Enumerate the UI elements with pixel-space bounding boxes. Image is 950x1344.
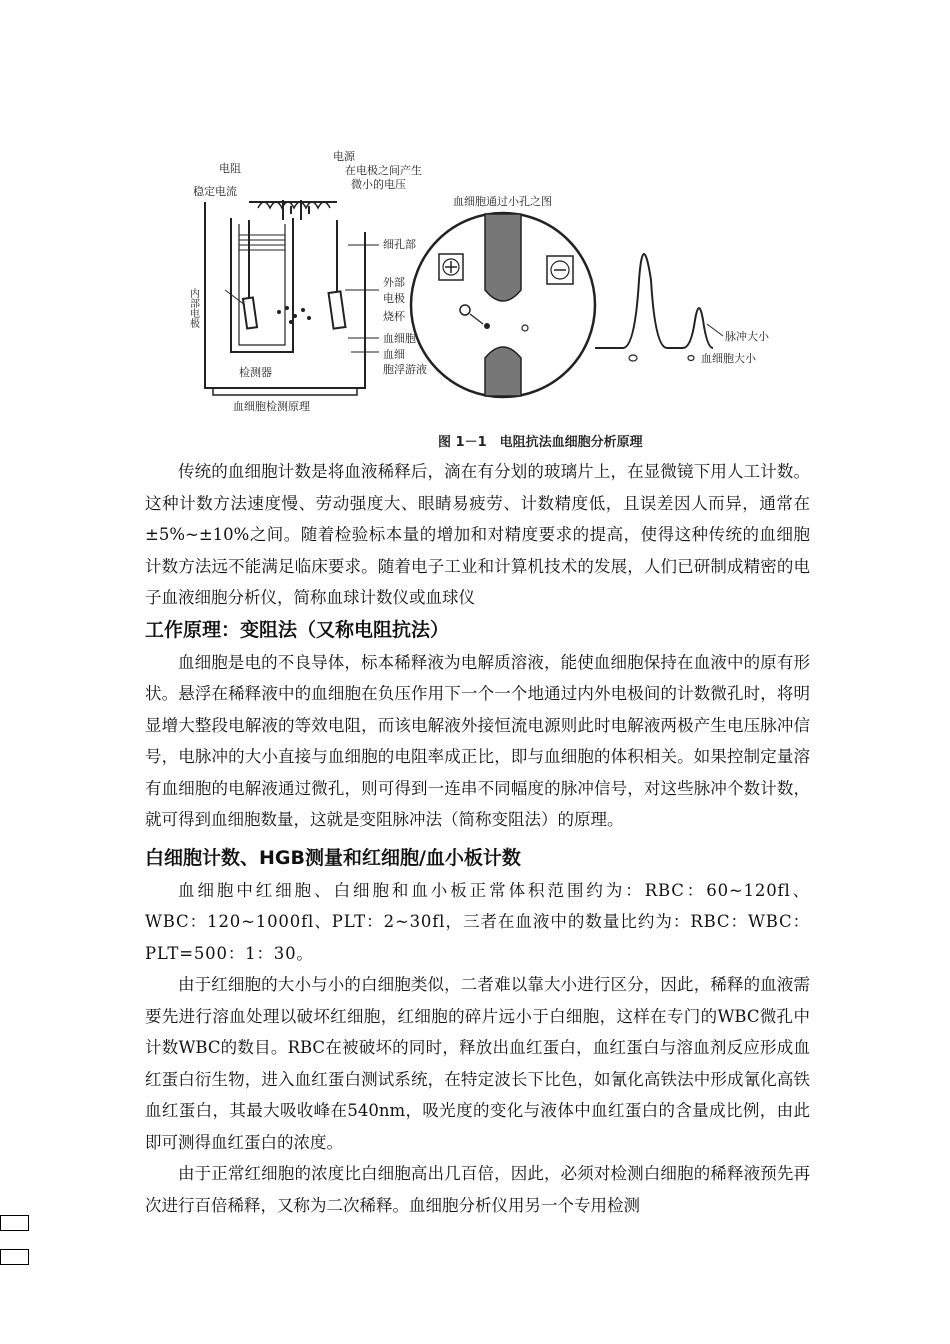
svg-text:脉冲大小: 脉冲大小: [725, 330, 769, 343]
heading-wbc-hgb-rbc-plt: 白细胞计数、HGB测量和红细胞/血小板计数: [145, 846, 521, 869]
svg-text:检测器: 检测器: [239, 366, 272, 379]
paragraph-hemolysis: 由于红细胞的大小与小的白细胞类似，二者难以靠大小进行区分，因此，稀释的血液需要先进行溶血处理以破坏红细胞，红细胞的碎片远小于白细胞，这样在专门的WBC微孔中计数WBC的数目。RBC在被破坏的同时，释放出血红蛋白，血红蛋白与溶血剂反应形成血红蛋白衍生物，进入血红蛋白测试系统，在特定波长下比色，如氰化高铁法中形成氰化高铁血红蛋白，其最大吸收峰在540nm，吸光度的变化与液体中血红蛋白的含量成比例，由此即可测得血红蛋白的浓度。: [145, 975, 810, 1152]
svg-text:电阻: 电阻: [219, 162, 241, 175]
svg-text:血细胞检测原理: 血细胞检测原理: [233, 400, 310, 413]
svg-text:血细胞大小: 血细胞大小: [701, 352, 756, 365]
svg-text:稳定电流: 稳定电流: [193, 185, 237, 198]
svg-text:血细胞通过小孔之图: 血细胞通过小孔之图: [453, 195, 552, 208]
paragraph-impedance-method: 血细胞是电的不良导体，标本稀释液为电解质溶液，能使血细胞保持在血液中的原有形状。悬浮在稀释液中的血细胞在负压作用下一个一个地通过内外电极间的计数微孔时，将明显增大整段电解液的等效电阻，而该电解液外接恒流电源则此时电解液两极产生电压脉冲信号，电脉冲的大小直接与血细胞的电阻率成正比，即与血细胞的体积相关。如果控制定量溶有血细胞的电解液通过微孔，则可得到一连串不同幅度的脉冲信号，对这些脉冲个数计数，就可得到血细胞数量，这就是变阻脉冲法（简称变阻法）的原理。: [145, 652, 810, 829]
svg-text:胞浮游液: 胞浮游液: [383, 363, 427, 376]
paragraph-traditional-counting: 传统的血细胞计数是将血液稀释后，滴在有分划的玻璃片上，在显微镜下用人工计数。这种计数方法速度慢、劳动强度大、眼睛易疲劳、计数精度低，且误差因人而异，通常在±5%~±10%之间。随着检验标本量的增加和对精度要求的提高，使得这种传统的血细胞计数方法远不能满足临床要求。随着电子工业和计算机技术的发展，人们已研制成精密的电子血液细胞分析仪，简称血球计数仪或血球仪: [145, 462, 810, 607]
paragraph-secondary-dilution: 由于正常红细胞的浓度比白细胞高出几百倍，因此，必须对检测白细胞的稀释液预先再次进行百倍稀释，又称为二次稀释。血细胞分析仪用另一个专用检测: [145, 1164, 810, 1215]
pulse-diagram: [595, 254, 770, 365]
svg-text:内部电极: 内部电极: [187, 288, 199, 328]
heading-working-principle: 工作原理：变阻法（又称电阻抗法）: [145, 618, 450, 641]
figure-caption: 图 1－1 电阻抗法血细胞分析原理: [438, 435, 643, 450]
svg-text:外部: 外部: [383, 276, 405, 289]
apparatus-diagram: [205, 200, 379, 395]
aperture-diagram: [411, 194, 595, 397]
apparatus-labels: [188, 149, 428, 413]
svg-text:电极: 电极: [383, 292, 405, 305]
svg-text:烧杯: 烧杯: [383, 310, 405, 323]
paragraph-volume-ranges: 血细胞中红细胞、白细胞和血小板正常体积范围约为：RBC：60~120fl、WBC：120~1000fl、PLT：2~30fl，三者在血液中的数量比约为：RBC：WBC：PLT=500：1：30。: [145, 880, 810, 963]
svg-text:微小的电压: 微小的电压: [351, 178, 406, 191]
svg-text:血细胞: 血细胞: [383, 332, 416, 345]
figure-electrical-impedance: [183, 140, 783, 460]
svg-text:电源: 电源: [333, 150, 355, 163]
document-body: [145, 456, 810, 1221]
margin-box-upper: [0, 1215, 29, 1231]
svg-text:在电极之间产生: 在电极之间产生: [345, 164, 422, 177]
svg-text:血细: 血细: [383, 348, 405, 361]
svg-text:细孔部: 细孔部: [383, 238, 416, 251]
margin-box-lower: [0, 1249, 29, 1265]
